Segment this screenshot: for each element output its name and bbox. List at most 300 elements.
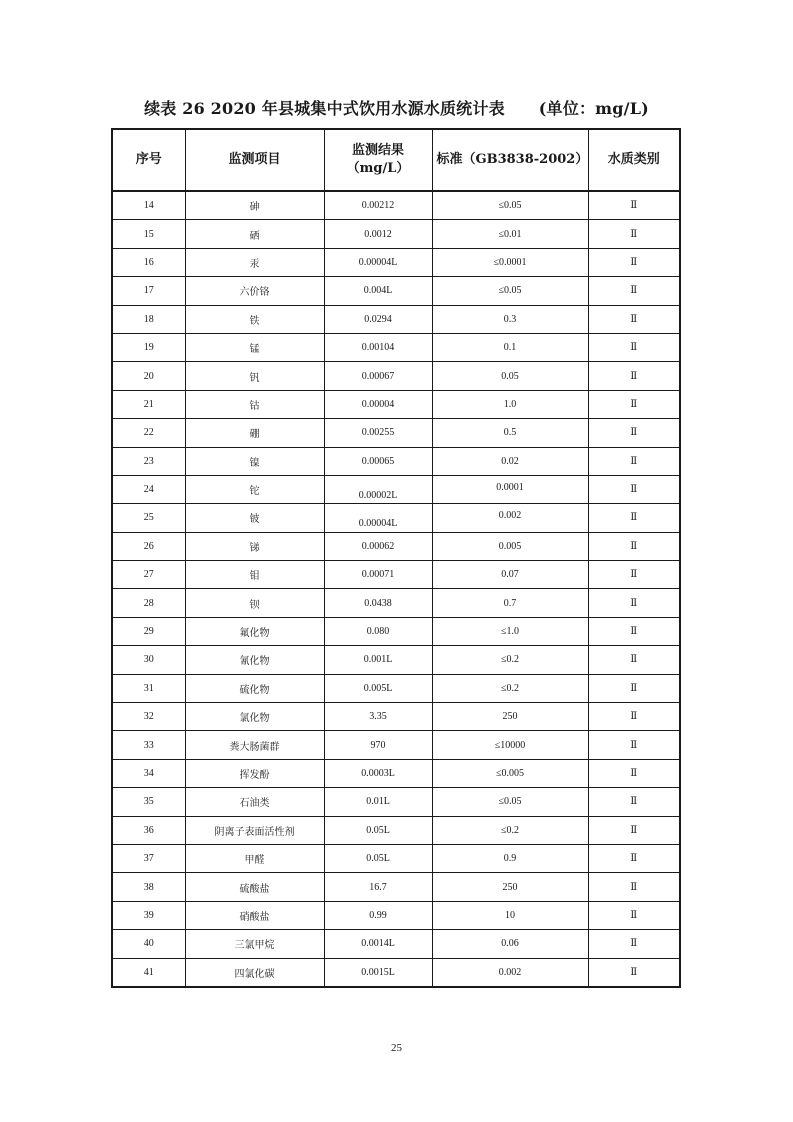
cell-seq-text: 14	[143, 200, 154, 212]
cell-standard	[432, 731, 588, 759]
cell-result-text: 0.00212	[361, 200, 395, 212]
cell-standard-text: 0.3	[503, 313, 517, 325]
cell-item-text: 铍	[249, 514, 260, 526]
cell-standard	[432, 191, 588, 220]
cell-seq	[112, 419, 185, 447]
unit-label: (单位：mg/L)	[538, 99, 649, 118]
table-title: 续表 26 2020 年县城集中式饮用水源水质统计表	[144, 99, 505, 118]
cell-category	[588, 674, 680, 702]
cell-category	[588, 277, 680, 305]
cell-category-text: Ⅱ	[630, 342, 638, 354]
cell-seq	[112, 504, 185, 532]
cell-category	[588, 305, 680, 333]
cell-category	[588, 873, 680, 901]
cell-item	[185, 617, 324, 645]
cell-item	[185, 901, 324, 929]
cell-category-text: Ⅱ	[630, 711, 638, 723]
cell-seq-text: 40	[143, 938, 154, 950]
table-row	[112, 844, 680, 872]
cell-result	[324, 816, 432, 844]
cell-seq-text: 31	[143, 682, 154, 694]
cell-item	[185, 475, 324, 503]
cell-seq	[112, 532, 185, 560]
cell-category	[588, 419, 680, 447]
cell-standard-text: ≤10000	[494, 739, 526, 751]
cell-result-text: 0.00004L	[358, 256, 398, 268]
cell-standard	[432, 419, 588, 447]
cell-standard	[432, 532, 588, 560]
cell-item-text: 钡	[249, 599, 260, 611]
cell-standard	[432, 873, 588, 901]
cell-standard	[432, 277, 588, 305]
cell-standard	[432, 390, 588, 418]
cell-seq-text: 26	[143, 540, 154, 552]
header-item: 监测项目	[185, 129, 324, 191]
cell-standard-text: 0.06	[501, 938, 519, 950]
cell-category-text: Ⅱ	[630, 455, 638, 467]
cell-category	[588, 759, 680, 787]
cell-standard-text: ≤0.2	[501, 682, 519, 694]
cell-result-text: 0.005L	[363, 682, 393, 694]
cell-item	[185, 816, 324, 844]
cell-seq	[112, 930, 185, 958]
cell-result	[324, 930, 432, 958]
cell-category-text: Ⅱ	[630, 540, 638, 552]
cell-seq	[112, 390, 185, 418]
cell-category-text: Ⅱ	[630, 853, 638, 865]
cell-standard-text: ≤0.05	[498, 796, 522, 808]
cell-result	[324, 248, 432, 276]
cell-standard	[432, 447, 588, 475]
cell-seq-text: 19	[143, 342, 154, 354]
cell-result-text: 16.7	[369, 881, 387, 893]
cell-result-text: 0.05L	[366, 824, 390, 836]
cell-result-text: 0.01L	[366, 796, 390, 808]
cell-result	[324, 731, 432, 759]
cell-result	[324, 305, 432, 333]
header-result-line1: 监测结果	[351, 143, 404, 158]
cell-item	[185, 362, 324, 390]
cell-item	[185, 305, 324, 333]
cell-seq	[112, 617, 185, 645]
cell-item	[185, 419, 324, 447]
cell-category-text: Ⅱ	[630, 938, 638, 950]
table-body	[112, 191, 680, 987]
cell-category-text: Ⅱ	[630, 370, 638, 382]
cell-result	[324, 362, 432, 390]
cell-category-text: Ⅱ	[630, 200, 638, 212]
page-title	[0, 96, 793, 119]
page-number: 25	[391, 1042, 402, 1054]
table-row	[112, 362, 680, 390]
cell-item-text: 挥发酚	[239, 770, 270, 781]
cell-result	[324, 646, 432, 674]
cell-standard-text: 0.9	[503, 853, 517, 865]
table-row	[112, 731, 680, 759]
cell-result	[324, 561, 432, 589]
water-quality-table	[111, 128, 681, 988]
table-row	[112, 390, 680, 418]
cell-result	[324, 390, 432, 418]
cell-seq	[112, 561, 185, 589]
cell-seq	[112, 703, 185, 731]
cell-seq	[112, 788, 185, 816]
cell-seq-text: 36	[143, 824, 154, 836]
cell-item	[185, 191, 324, 220]
cell-category-text: Ⅱ	[630, 427, 638, 439]
cell-category-text: Ⅱ	[630, 398, 638, 410]
cell-seq-text: 34	[143, 768, 154, 779]
cell-standard-text: ≤0.05	[498, 285, 522, 297]
cell-standard-text: 0.1	[503, 342, 517, 354]
cell-seq-text: 25	[143, 512, 154, 524]
cell-seq	[112, 816, 185, 844]
cell-standard-text: 10	[505, 909, 515, 921]
table-row	[112, 561, 680, 589]
cell-item	[185, 333, 324, 361]
cell-category-text: Ⅱ	[630, 484, 638, 496]
cell-category-text: Ⅱ	[630, 881, 638, 893]
cell-category	[588, 788, 680, 816]
table-row	[112, 759, 680, 787]
cell-item-text: 硒	[249, 230, 260, 242]
cell-result	[324, 277, 432, 305]
cell-result-text: 0.99	[369, 909, 387, 921]
cell-item	[185, 788, 324, 816]
cell-seq	[112, 305, 185, 333]
cell-item-text: 钼	[249, 571, 260, 583]
cell-standard	[432, 901, 588, 929]
cell-item	[185, 930, 324, 958]
cell-category	[588, 561, 680, 589]
table-row	[112, 646, 680, 674]
cell-item-text: 砷	[249, 202, 260, 214]
cell-result-text: 0.00004L	[358, 518, 398, 530]
cell-category	[588, 532, 680, 560]
cell-category	[588, 248, 680, 276]
cell-result-text: 3.35	[369, 711, 387, 723]
cell-item	[185, 390, 324, 418]
cell-item-text: 锑	[249, 542, 260, 554]
cell-seq	[112, 589, 185, 617]
cell-item	[185, 958, 324, 987]
cell-category-text: Ⅱ	[630, 768, 638, 779]
cell-standard-text: 0.002	[498, 510, 522, 522]
cell-category	[588, 333, 680, 361]
cell-seq-text: 35	[143, 796, 154, 808]
cell-item-text: 阴离子表面活性剂	[214, 826, 295, 838]
cell-item	[185, 561, 324, 589]
table-row	[112, 930, 680, 958]
cell-seq	[112, 220, 185, 248]
table-row	[112, 901, 680, 929]
cell-result-text: 0.0294	[364, 313, 392, 325]
cell-seq	[112, 674, 185, 702]
cell-standard-text: 0.7	[503, 597, 517, 609]
cell-standard	[432, 646, 588, 674]
cell-seq	[112, 844, 185, 872]
cell-standard-text: 0.5	[503, 427, 517, 439]
cell-result-text: 0.080	[366, 626, 390, 638]
cell-result	[324, 703, 432, 731]
cell-result-text: 0.001L	[363, 654, 393, 666]
cell-seq	[112, 759, 185, 787]
cell-item	[185, 220, 324, 248]
header-result	[324, 129, 432, 191]
cell-item	[185, 532, 324, 560]
cell-standard	[432, 248, 588, 276]
cell-standard	[432, 930, 588, 958]
cell-seq-text: 29	[143, 626, 154, 638]
cell-item-text: 石油类	[239, 798, 270, 810]
cell-seq-text: 21	[143, 398, 154, 410]
cell-category-text: Ⅱ	[630, 824, 638, 836]
cell-result-text: 0.004L	[363, 285, 393, 297]
cell-category	[588, 475, 680, 503]
cell-seq-text: 15	[143, 228, 154, 240]
cell-result-text: 0.00062	[361, 540, 395, 552]
cell-category-text: Ⅱ	[630, 569, 638, 581]
cell-item	[185, 844, 324, 872]
cell-seq	[112, 362, 185, 390]
cell-category	[588, 646, 680, 674]
cell-result	[324, 844, 432, 872]
cell-result	[324, 475, 432, 503]
cell-seq-text: 17	[143, 285, 154, 297]
cell-standard	[432, 958, 588, 987]
cell-result	[324, 333, 432, 361]
table-row	[112, 703, 680, 731]
cell-category	[588, 703, 680, 731]
cell-result	[324, 788, 432, 816]
header-category: 水质类别	[588, 129, 680, 191]
cell-standard-text: ≤0.005	[496, 768, 524, 779]
cell-item-text: 钒	[249, 372, 260, 384]
cell-result-text: 0.0014L	[361, 938, 395, 950]
cell-category	[588, 589, 680, 617]
cell-seq	[112, 901, 185, 929]
cell-seq	[112, 958, 185, 987]
cell-category-text: Ⅱ	[630, 626, 638, 638]
cell-result-text: 0.0015L	[361, 966, 395, 978]
cell-category	[588, 958, 680, 987]
cell-item-text: 铁	[249, 315, 260, 327]
cell-seq	[112, 475, 185, 503]
cell-item-text: 氟化物	[239, 628, 270, 640]
cell-item	[185, 277, 324, 305]
cell-category	[588, 816, 680, 844]
header-row	[112, 129, 680, 191]
cell-result	[324, 191, 432, 220]
table-row	[112, 504, 680, 532]
cell-standard	[432, 362, 588, 390]
cell-category-text: Ⅱ	[630, 654, 638, 666]
cell-result	[324, 901, 432, 929]
table-row	[112, 816, 680, 844]
cell-category-text: Ⅱ	[630, 909, 638, 921]
cell-result-text: 0.0438	[364, 597, 392, 609]
header-standard: 标准（GB3838-2002）	[432, 129, 588, 191]
cell-seq-text: 32	[143, 711, 154, 723]
header-result-line2: （mg/L）	[346, 161, 410, 176]
cell-category-text: Ⅱ	[630, 228, 638, 240]
cell-item	[185, 759, 324, 787]
cell-category-text: Ⅱ	[630, 796, 638, 808]
cell-result	[324, 447, 432, 475]
table-row	[112, 788, 680, 816]
cell-seq	[112, 447, 185, 475]
cell-seq-text: 27	[143, 569, 154, 581]
cell-standard	[432, 674, 588, 702]
cell-category	[588, 390, 680, 418]
cell-item	[185, 674, 324, 702]
cell-standard-text: ≤0.0001	[493, 256, 527, 268]
table-row	[112, 475, 680, 503]
cell-category	[588, 844, 680, 872]
cell-standard-text: 1.0	[503, 398, 517, 410]
cell-seq-text: 23	[143, 455, 154, 467]
table-row	[112, 447, 680, 475]
cell-category	[588, 447, 680, 475]
cell-category-text: Ⅱ	[630, 739, 638, 751]
cell-result-text: 0.0012	[364, 228, 392, 240]
cell-category	[588, 901, 680, 929]
cell-seq-text: 28	[143, 597, 154, 609]
cell-standard	[432, 589, 588, 617]
cell-standard	[432, 561, 588, 589]
cell-category	[588, 731, 680, 759]
header-seq: 序号	[112, 129, 185, 191]
table-row	[112, 532, 680, 560]
cell-standard	[432, 333, 588, 361]
cell-item-text: 氯化物	[239, 713, 270, 725]
cell-category-text: Ⅱ	[630, 597, 638, 609]
table-row	[112, 419, 680, 447]
cell-seq-text: 41	[143, 966, 154, 978]
cell-result	[324, 589, 432, 617]
cell-seq-text: 20	[143, 370, 154, 382]
cell-item-text: 三氯甲烷	[234, 940, 275, 952]
cell-standard-text: 0.07	[501, 569, 519, 581]
cell-result-text: 0.05L	[366, 853, 390, 865]
cell-result	[324, 873, 432, 901]
cell-item-text: 粪大肠菌群	[229, 741, 280, 753]
cell-result-text: 0.00067	[361, 370, 395, 382]
cell-standard	[432, 475, 588, 503]
cell-item-text: 六价铬	[239, 287, 270, 299]
cell-standard-text: ≤1.0	[501, 626, 519, 638]
cell-standard-text: ≤0.2	[501, 654, 519, 666]
cell-standard-text: 0.05	[501, 370, 519, 382]
cell-result	[324, 419, 432, 447]
cell-seq-text: 33	[143, 739, 154, 751]
cell-category	[588, 220, 680, 248]
cell-result	[324, 674, 432, 702]
cell-standard	[432, 504, 588, 532]
table-row	[112, 220, 680, 248]
table-row	[112, 589, 680, 617]
cell-result-text: 0.00065	[361, 455, 395, 467]
cell-standard-text: ≤0.2	[501, 824, 519, 836]
cell-result	[324, 759, 432, 787]
table-row	[112, 277, 680, 305]
cell-item-text: 四氯化碳	[234, 968, 275, 980]
cell-result	[324, 220, 432, 248]
cell-standard-text: 0.002	[498, 966, 522, 978]
cell-seq	[112, 333, 185, 361]
cell-result-text: 0.00104	[361, 342, 395, 354]
cell-seq-text: 18	[143, 313, 154, 325]
cell-standard	[432, 220, 588, 248]
cell-standard	[432, 305, 588, 333]
cell-standard-text: 250	[502, 881, 518, 893]
cell-item	[185, 731, 324, 759]
cell-item-text: 氰化物	[239, 656, 270, 668]
cell-seq	[112, 873, 185, 901]
cell-category-text: Ⅱ	[630, 966, 638, 978]
table-row	[112, 333, 680, 361]
cell-result-text: 970	[370, 739, 386, 751]
cell-standard-text: 0.02	[501, 455, 519, 467]
cell-category	[588, 504, 680, 532]
cell-seq	[112, 191, 185, 220]
cell-item-text: 铊	[249, 486, 260, 498]
table-row	[112, 248, 680, 276]
cell-standard	[432, 844, 588, 872]
cell-result-text: 0.00002L	[358, 490, 398, 502]
cell-item	[185, 447, 324, 475]
cell-item	[185, 504, 324, 532]
cell-item-text: 硫化物	[239, 684, 270, 696]
cell-seq-text: 22	[143, 427, 154, 439]
cell-item-text: 硫酸盐	[239, 883, 270, 895]
cell-category	[588, 191, 680, 220]
cell-item-text: 镍	[249, 457, 260, 469]
table-row	[112, 873, 680, 901]
cell-category-text: Ⅱ	[630, 256, 638, 268]
cell-result-text: 0.00255	[361, 427, 395, 439]
cell-seq-text: 39	[143, 909, 154, 921]
cell-seq-text: 16	[143, 256, 154, 268]
cell-category	[588, 362, 680, 390]
cell-item	[185, 646, 324, 674]
cell-result-text: 0.00004	[361, 398, 395, 410]
cell-item	[185, 703, 324, 731]
cell-result-text: 0.00071	[361, 569, 395, 581]
table-row	[112, 191, 680, 220]
cell-category-text: Ⅱ	[630, 512, 638, 524]
cell-standard-text: 0.0001	[496, 482, 524, 494]
cell-item-text: 硼	[249, 429, 260, 441]
cell-seq-text: 24	[143, 484, 154, 496]
cell-standard	[432, 788, 588, 816]
cell-seq	[112, 646, 185, 674]
cell-category-text: Ⅱ	[630, 682, 638, 694]
cell-category	[588, 930, 680, 958]
table-header	[112, 129, 680, 191]
cell-item	[185, 873, 324, 901]
cell-category-text: Ⅱ	[630, 285, 638, 297]
cell-item-text: 汞	[249, 258, 260, 270]
cell-standard-text: ≤0.01	[498, 228, 522, 240]
cell-seq-text: 30	[143, 654, 154, 666]
cell-standard	[432, 816, 588, 844]
cell-seq	[112, 731, 185, 759]
table-row	[112, 617, 680, 645]
cell-item	[185, 248, 324, 276]
cell-result-text: 0.0003L	[361, 768, 395, 779]
cell-result	[324, 532, 432, 560]
